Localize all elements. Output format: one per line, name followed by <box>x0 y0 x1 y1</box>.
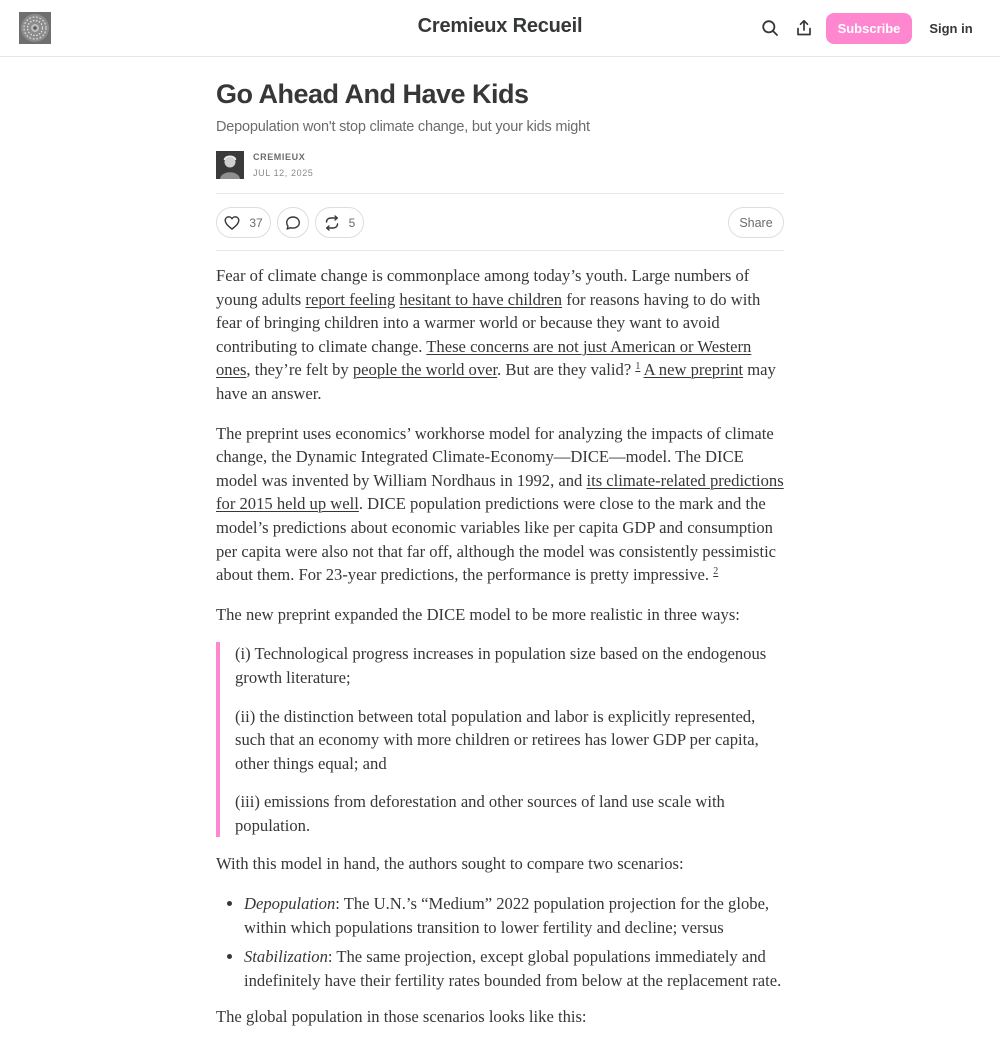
blockquote <box>216 642 784 837</box>
paragraph: The global population in those scenarios looks like this: <box>216 1007 587 1027</box>
restack-icon <box>324 215 340 231</box>
paragraph: Fear of climate change is commonplace among today’s youth. Large numbers of young adults report feeling hesitant to have children for reasons having to do with fear of bringing children into a warmer world or because they want to avoid contributing to climate change. These concerns are not just American or Western ones, they’re felt by people the world over. But are they valid? $^1$ A new preprint may have an answer. <box>216 266 776 403</box>
link-hesitant-to-have-children[interactable]: hesitant to have children <box>399 289 563 309</box>
quote-item: (i) Technological progress increases in population size based on the endogenous growth literature; <box>235 644 767 687</box>
comment-button[interactable] <box>277 207 309 238</box>
author-avatar[interactable] <box>216 151 244 179</box>
post-date: JUL 12, 2025 <box>253 168 314 178</box>
like-button[interactable] <box>216 207 271 238</box>
subscribe-button[interactable]: Subscribe <box>826 13 912 44</box>
sign-in-button[interactable]: Sign in <box>929 21 973 36</box>
list-item: • Depopulation: The U.N.’s “Medium” 2022 population projection for the globe, within which populations transition to lower fertility and decline; versus <box>244 892 784 939</box>
list-item: • Stabilization: The same projection, except global populations immediately and indefinitely have their fertility rates bounded from below at the replacement rate. <box>244 945 784 992</box>
post-title: Go Ahead And Have Kids <box>216 79 529 109</box>
mosaic-logo-icon[interactable] <box>19 12 51 44</box>
post-body <box>216 264 784 1045</box>
post-subtitle: Depopulation won't stop climate change, but your kids might <box>216 119 590 135</box>
link-people-world-over[interactable]: people the world over <box>352 360 498 380</box>
scenario-list <box>216 892 784 992</box>
share-upload-icon[interactable] <box>793 17 815 39</box>
top-navigation-bar <box>0 0 1000 57</box>
link-dice-predictions-held-up[interactable]: its climate-related predictions for 2015 held up well <box>216 470 784 514</box>
like-count: 37 <box>249 215 263 230</box>
link-concerns-not-just-american[interactable]: These concerns are not just American or Western ones <box>216 336 752 380</box>
comment-bubble-icon <box>285 215 301 231</box>
author-name[interactable]: CREMIEUX <box>253 152 306 162</box>
paragraph: The new preprint expanded the DICE model to be more realistic in three ways: <box>216 604 740 624</box>
paragraph: With this model in hand, the authors sought to compare two scenarios: <box>216 854 684 874</box>
quote-item: (iii) emissions from deforestation and other sources of land use scale with population. <box>235 792 725 835</box>
divider <box>216 193 784 194</box>
quote-item: (ii) the distinction between total population and labor is explicitly represented, such that an economy with more children or retirees has lower GDP per capita, other things equal; and <box>235 706 759 773</box>
search-icon[interactable] <box>759 17 781 39</box>
paragraph: The preprint uses economics’ workhorse model for analyzing the impacts of climate change, the Dynamic Integrated Climate-Economy—DICE—model. The DICE model was invented by William Nordhaus in 1992, and its climate-related predictions for 2015 held up well. DICE population predictions were close to the mark and the model’s predictions about economic variables like per capita GDP and consumption per capita were also not that far off, although the model was consistently pessimistic about them. For 23-year predictions, the performance is pretty impressive. $^2$ <box>216 423 784 585</box>
heart-icon <box>224 215 240 231</box>
footnote-2-link[interactable]: 2 <box>713 566 719 578</box>
site-title[interactable]: Cremieux Recueil <box>417 15 583 37</box>
footnote-1-link[interactable]: 1 <box>635 361 641 373</box>
share-button[interactable]: Share <box>728 207 784 238</box>
link-new-preprint[interactable]: A new preprint <box>643 360 744 380</box>
restack-button[interactable] <box>315 207 364 238</box>
link-report-feeling[interactable]: report feeling <box>305 289 396 309</box>
divider <box>216 250 784 251</box>
restack-count: 5 <box>348 215 356 230</box>
